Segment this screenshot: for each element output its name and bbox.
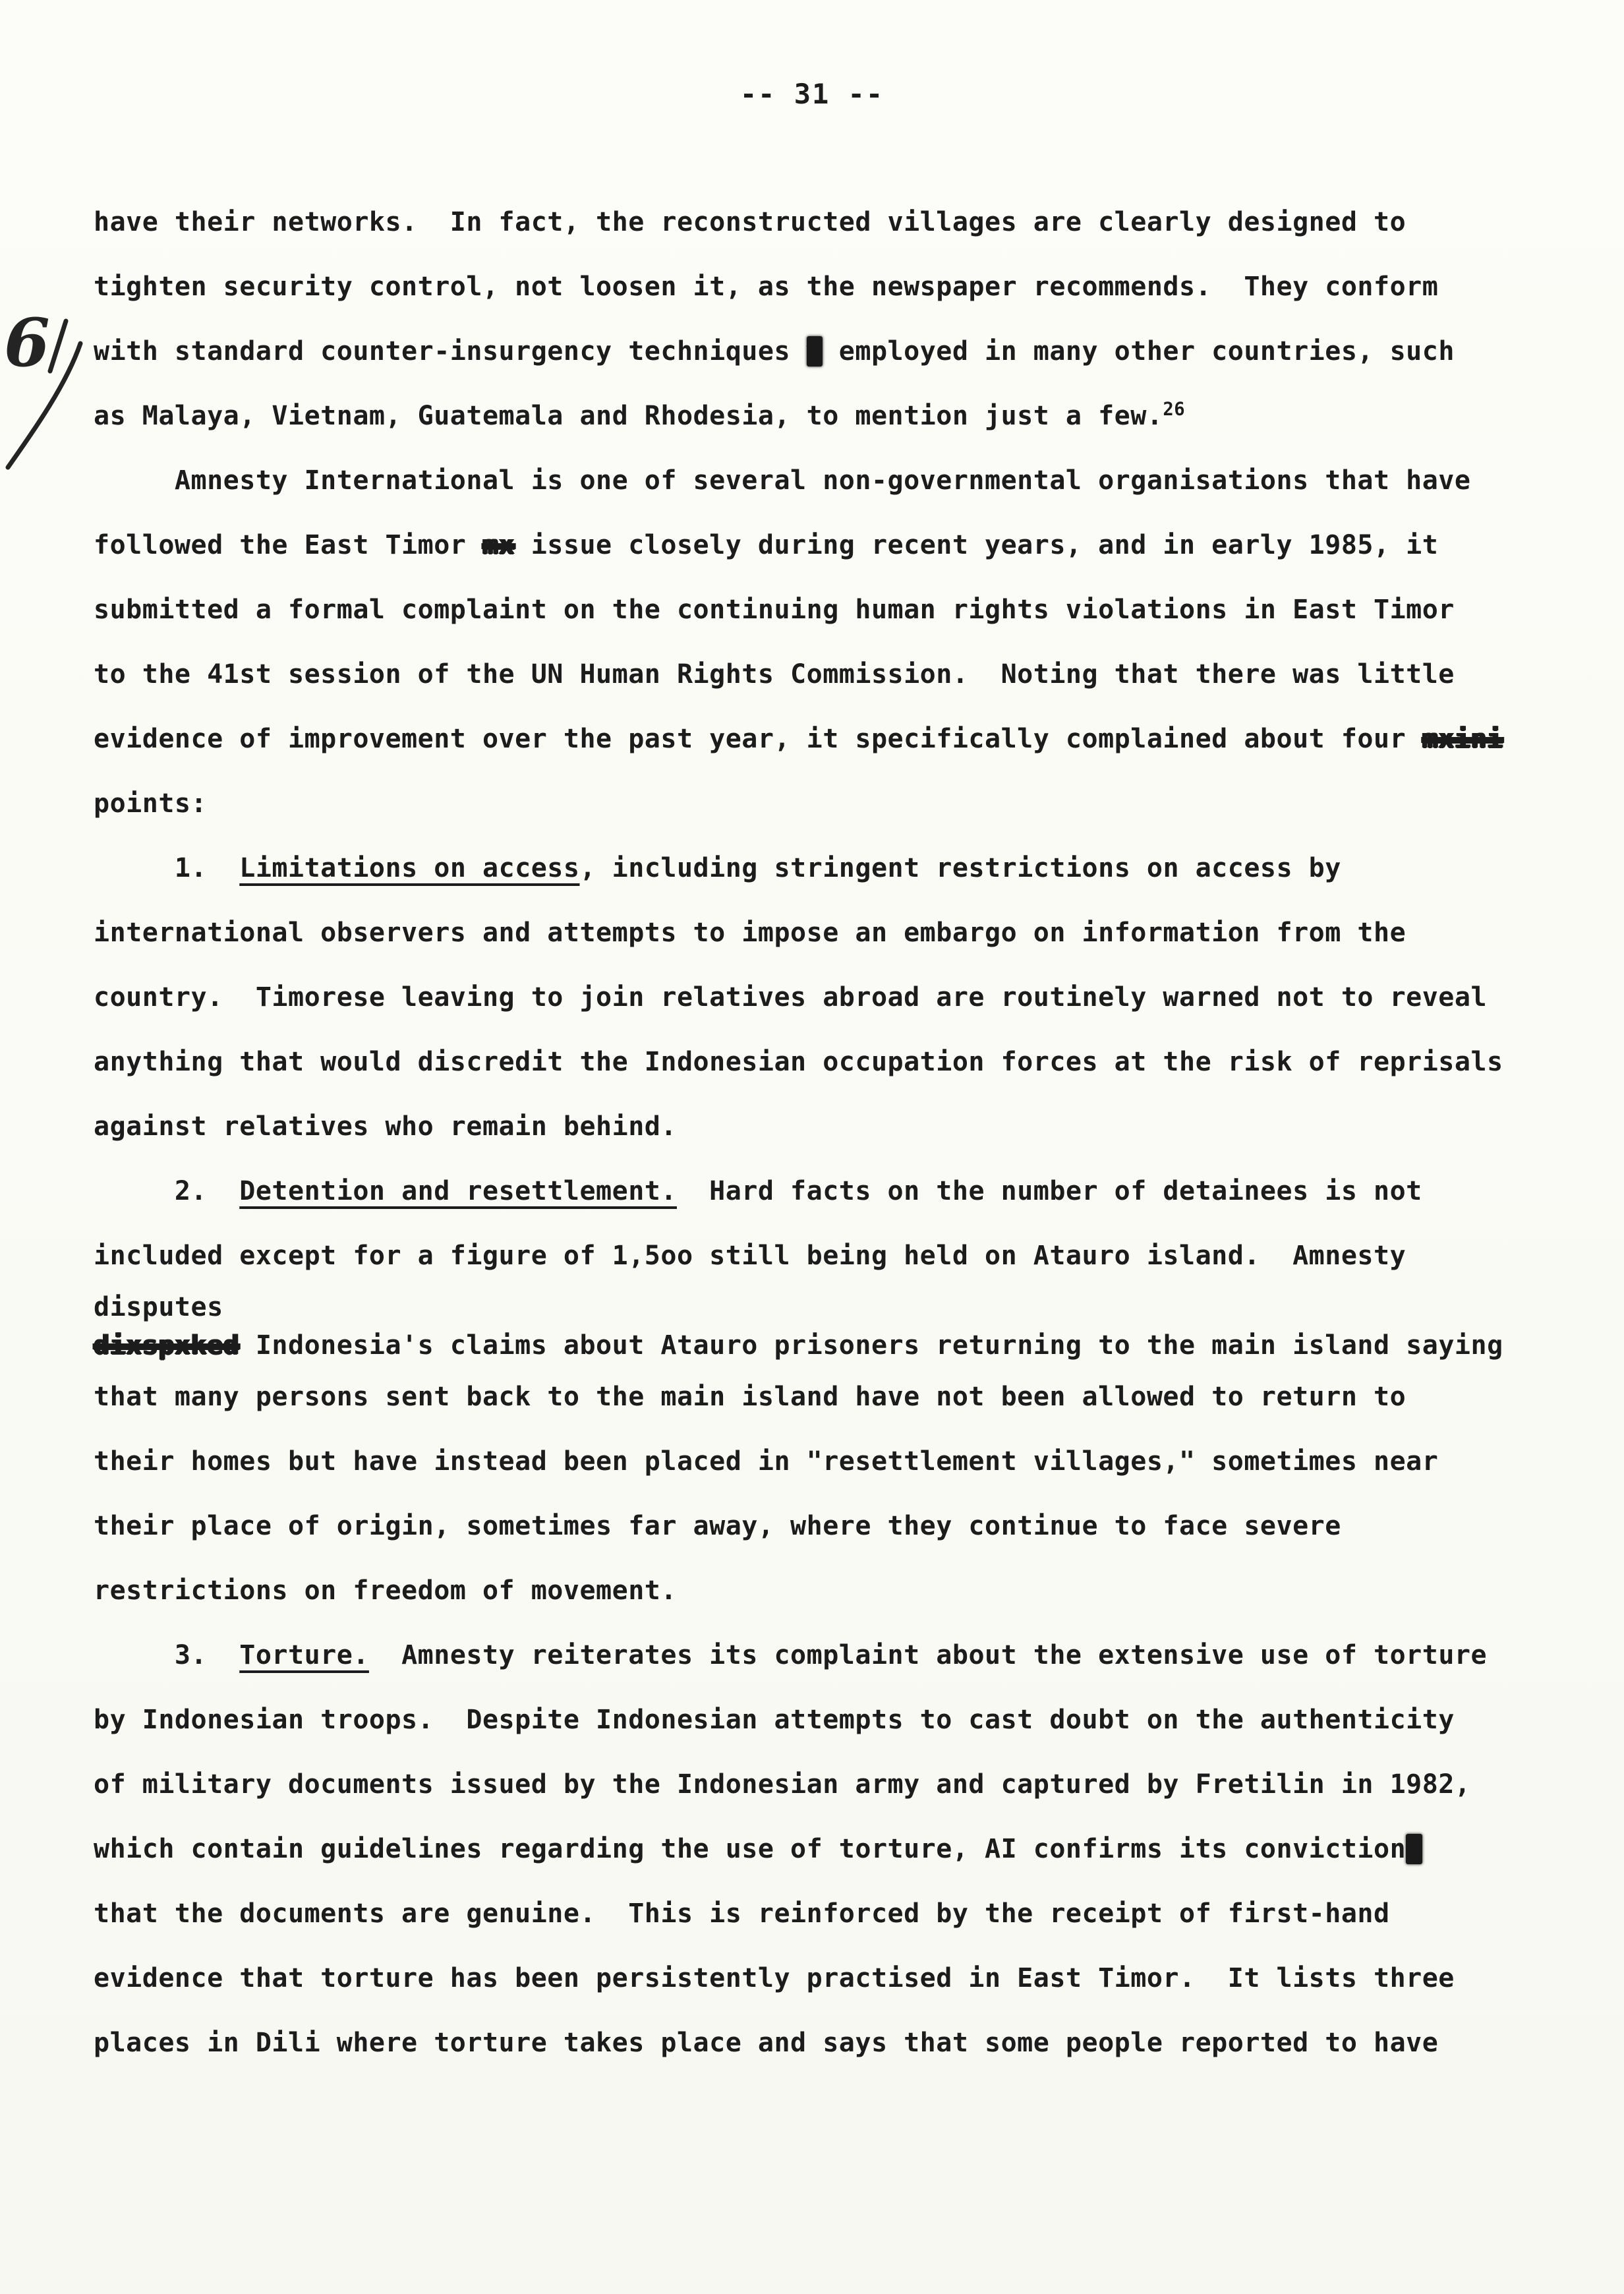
text-line: [94, 1094, 1557, 1159]
text-line: [94, 2011, 1557, 2075]
text-line: [94, 1365, 1557, 1429]
text-segment: employed in many other countries, such: [823, 336, 1455, 367]
typed-overstrike: dixspxked: [94, 1330, 240, 1361]
text-segment: places in Dili where torture takes place and says that some people reported to have: [94, 2028, 1439, 2058]
text-segment: issue closely during recent years, and in early 1985, it: [515, 530, 1439, 560]
text-segment: evidence that torture has been persistently practised in East Timor. It lists three: [94, 1963, 1455, 1993]
text-line: [94, 836, 1557, 900]
text-line: [94, 1326, 1557, 1365]
text-line: [94, 771, 1557, 836]
text-line: [94, 1817, 1557, 1881]
text-line: [94, 1159, 1557, 1223]
text-line: [94, 642, 1557, 707]
text-line: [94, 1752, 1557, 1817]
text-segment: Hard facts on the number of detainees is not: [676, 1176, 1422, 1206]
text-line: [94, 577, 1557, 642]
text-segment: with standard counter-insurgency techniques: [94, 336, 807, 367]
text-segment: submitted a formal complaint on the continuing human rights violations in East Timor: [94, 595, 1455, 625]
text-line: [94, 1494, 1557, 1558]
text-segment: 1.: [94, 853, 240, 883]
text-line: [94, 1223, 1557, 1288]
text-segment: tighten security control, not loosen it, as the newspaper recommends. They conform: [94, 272, 1439, 302]
text-segment: as Malaya, Vietnam, Guatemala and Rhodesia, to mention just a few.: [94, 401, 1163, 431]
text-segment: anything that would discredit the Indonesian occupation forces at the risk of reprisals: [94, 1047, 1503, 1077]
text-segment: their place of origin, sometimes far away, where they continue to face severe: [94, 1511, 1341, 1541]
text-line: [94, 513, 1557, 577]
text-segment: that many persons sent back to the main island have not been allowed to return to: [94, 1382, 1406, 1412]
document-lines: [94, 190, 1557, 2075]
text-segment: that the documents are genuine. This is reinforced by the receipt of first-hand: [94, 1898, 1390, 1929]
text-segment: disputes: [94, 1292, 223, 1322]
text-segment: Amnesty reiterates its complaint about the extensive use of torture: [368, 1640, 1488, 1670]
document-body: [94, 190, 1557, 2075]
text-segment: Amnesty International is one of several non-governmental organisations that have: [94, 465, 1471, 496]
text-segment: evidence of improvement over the past year, it specifically complained about four: [94, 724, 1422, 754]
underlined-heading: Detention and resettlement.: [239, 1176, 677, 1206]
text-line: [94, 900, 1557, 965]
text-segment: country. Timorese leaving to join relatives abroad are routinely warned not to reveal: [94, 982, 1488, 1013]
text-line: [94, 1946, 1557, 2011]
text-segment: restrictions on freedom of movement.: [94, 1575, 677, 1606]
text-segment: 3.: [94, 1640, 240, 1670]
footnote-reference: 26: [1163, 399, 1186, 420]
text-line: [94, 254, 1557, 319]
text-line: [94, 965, 1557, 1030]
typed-overstrike: mxini: [1422, 724, 1503, 754]
text-line: [94, 190, 1557, 254]
text-segment: against relatives who remain behind.: [94, 1111, 677, 1142]
page-number-header: -- 31 --: [740, 78, 884, 110]
typed-overstrike: mx: [482, 530, 515, 560]
text-segment: 2.: [94, 1176, 240, 1206]
typed-overstrike: s: [1406, 1834, 1422, 1864]
underlined-heading: Torture.: [239, 1640, 369, 1670]
text-segment: international observers and attempts to impose an embargo on information from the: [94, 918, 1406, 948]
text-segment: included except for a figure of 1,5oo still being held on Atauro island. Amnesty: [94, 1241, 1406, 1271]
text-line: [94, 319, 1557, 384]
text-segment: their homes but have instead been placed in "resettlement villages," sometimes near: [94, 1446, 1439, 1477]
typed-overstrike: w: [806, 336, 823, 367]
text-line: [94, 448, 1557, 513]
text-line: [94, 1429, 1557, 1494]
text-segment: by Indonesian troops. Despite Indonesian attempts to cast doubt on the authenticity: [94, 1705, 1455, 1735]
short-slash-stroke: [50, 321, 66, 371]
text-segment: points:: [94, 788, 208, 819]
text-segment: to the 41st session of the UN Human Rights Commission. Noting that there was little: [94, 659, 1455, 690]
text-line: [94, 707, 1557, 771]
text-line: [94, 384, 1557, 448]
text-segment: followed the East Timor: [94, 530, 482, 560]
text-segment: Indonesia's claims about Atauro prisoners returning to the main island saying: [239, 1330, 1503, 1361]
text-line: [94, 1288, 1557, 1326]
text-segment: , including stringent restrictions on access by: [579, 853, 1341, 883]
text-line: [94, 1030, 1557, 1094]
handwritten-six-mark: 6: [4, 304, 50, 382]
text-line: [94, 1881, 1557, 1946]
text-line: [94, 1623, 1557, 1688]
text-line: [94, 1558, 1557, 1623]
text-segment: of military documents issued by the Indonesian army and captured by Fretilin in 1982,: [94, 1769, 1471, 1800]
text-segment: which contain guidelines regarding the use of torture, AI confirms its conviction: [94, 1834, 1406, 1864]
text-segment: have their networks. In fact, the reconstructed villages are clearly designed to: [94, 207, 1406, 237]
underlined-heading: Limitations on access: [239, 853, 580, 883]
text-line: [94, 1688, 1557, 1752]
